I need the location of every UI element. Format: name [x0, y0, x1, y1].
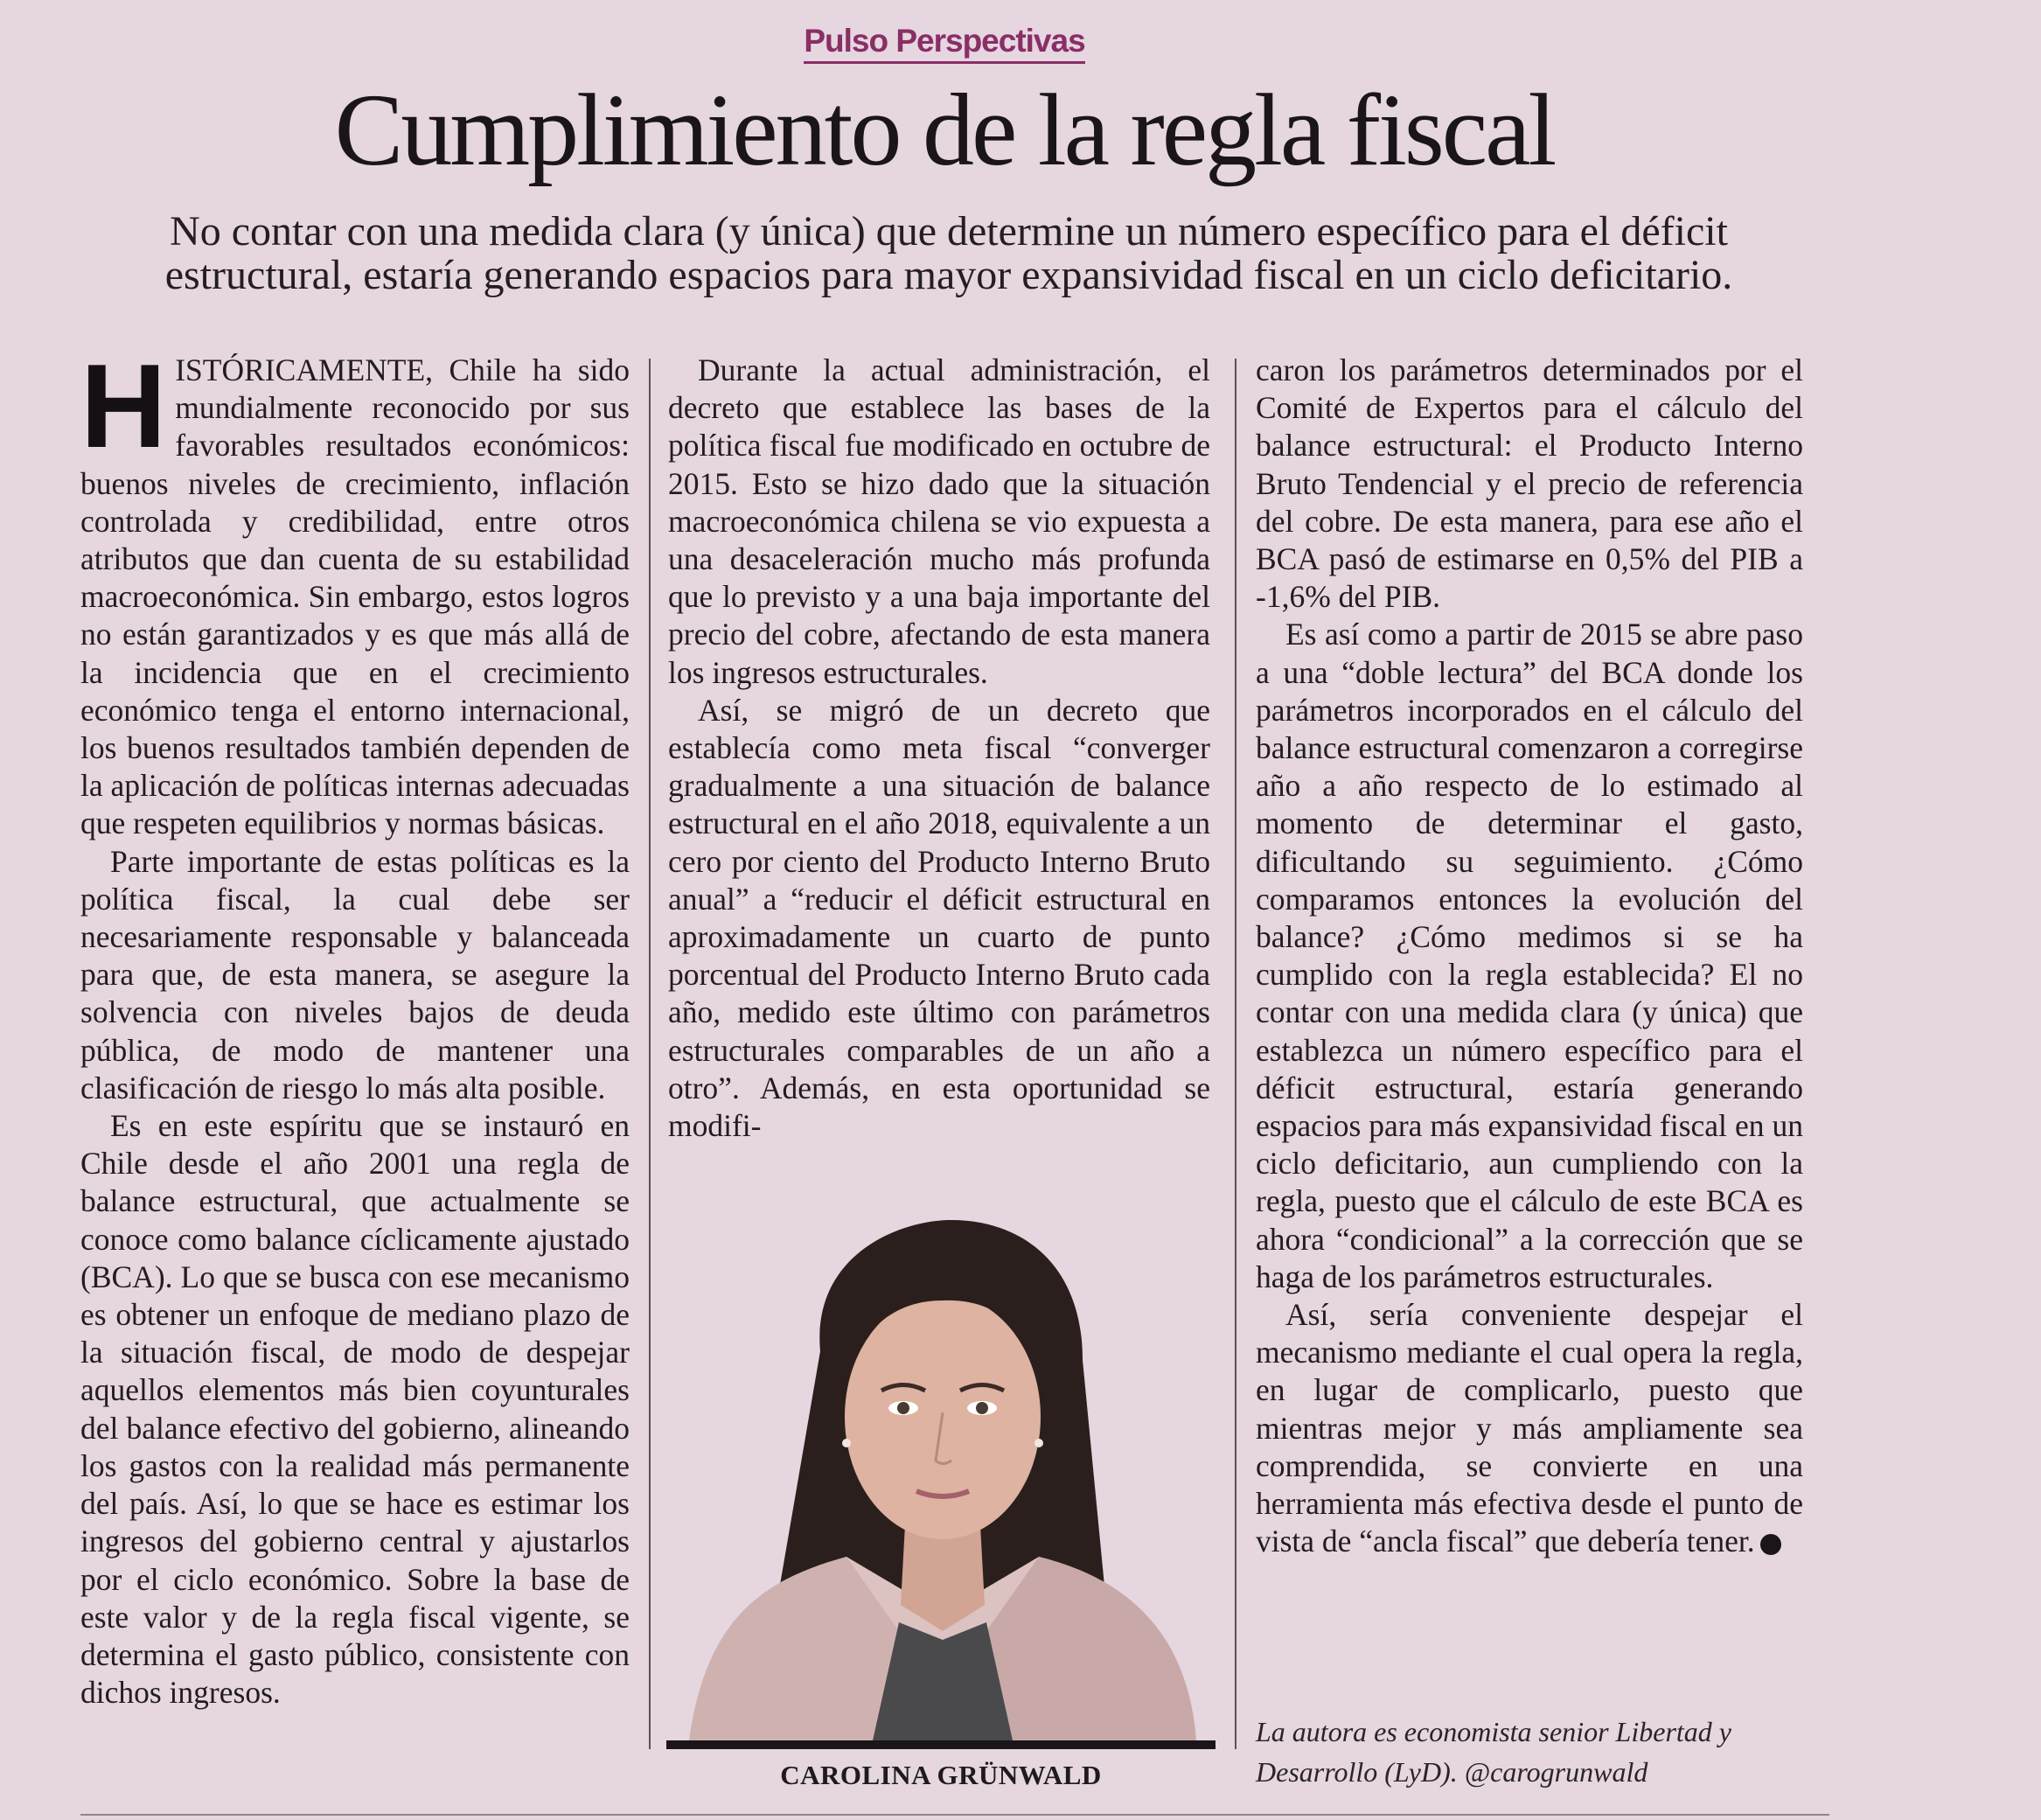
- end-mark-icon: P: [1760, 1534, 1781, 1555]
- col3-paragraph-3: [1256, 1296, 1803, 1560]
- col1-paragraph-3: Es en este espíritu que se instauró en Chile desde el año 2001 una regla de balance estructural, que actualmente se conoce como balance cíclicamente ajustado (BCA). Lo que se busca con ese mecanismo es obtener un enfoque de mediano plazo de la situación fiscal, de modo de despejar aquellos elementos más bien coyunturales del balance efectivo del gobierno, alineando los gastos con la realidad más permanente del país. Así, lo que se hace es estimar los ingresos del gobierno central y ajustarlos por el ciclo económico. Sobre la base de este valor y de la regla fiscal vigente, se determina el gasto público, consistente con dichos ingresos.: [80, 1108, 630, 1711]
- photo-caption-bar: [666, 1740, 1216, 1749]
- col2-paragraph-2: Así, se migró de un decreto que establecía como meta fiscal “converger gradualmente a una situación de balance estructural en el año 2018, equivalente a un cero por ciento del Producto Interno Bruto anual” a “reducir el déficit estructural en aproximadamente un cuarto de punto porcentual del Producto Interno Bruto cada año, medido este último con parámetros estructurales comparables de un año a otro”. Además, en esta oportunidad se modifi-: [668, 692, 1210, 1144]
- col3-paragraph-2: Es así como a partir de 2015 se abre paso a una “doble lectura” del BCA donde los parámetros incorporados en el cálculo del balance estructural comenzaron a corregirse año a año respecto de lo estimado al momento de determinar el gasto, dificultando su seguimiento. ¿Cómo comparamos entonces la evolución del balance? ¿Cómo medimos si se ha cumplido con la regla establecida? El no contar con una medida clara (y única) que establezca un número específico para el déficit estructural, estaría generando espacios para más expansividad fiscal en un ciclo deficitario, aun cumpliendo con la regla, puesto que el cálculo de este BCA es ahora “condicional” a la corrección que se haga de los parámetros estructurales.: [1256, 617, 1803, 1294]
- deck: No contar con una medida clara (y única) que determine un número específico para el déficit estructural, estaría generando espacios para mayor expansividad fiscal en un ciclo deficitario.: [164, 208, 1733, 298]
- column-rule-2: [1235, 359, 1236, 1749]
- col3-paragraph-3-text: Así, sería conveniente despejar el mecanismo mediante el cual opera la regla, en lugar de complicarlo, puesto que mientras mejor y más ampliamente sea comprendida, se convierte en una herramienta más efectiva desde el punto de vista de “ancla fiscal” que debería tener.: [1256, 1297, 1803, 1559]
- headline: Cumplimiento de la regla fiscal: [334, 73, 1555, 187]
- lead-in: ISTÓRICAMENTE,: [175, 352, 434, 387]
- drop-cap: H: [80, 339, 167, 472]
- column-rule-1: [649, 359, 651, 1749]
- col1-paragraph-1: [80, 339, 630, 843]
- author-note: La autora es economista senior Libertad y Desarrollo (LyD). @carogrunwald: [1256, 1716, 1731, 1788]
- col3-paragraph-1: caron los parámetros determinados por el Comité de Expertos para el cálculo del balance estructural: el Producto Interno Bruto Tendencial y el precio de referencia del cobre. De esta manera, para ese año el BCA pasó de estimarse en 0,5% del PIB a -1,6% del PIB.: [1256, 352, 1803, 615]
- col1-paragraph-1-text: Chile ha sido mundialmente reconocido por sus favorables resultados económicos: buenos niveles de crecimiento, inflación controlada y credibilidad, entre otros atributos que dan cuenta de su estabilidad macroeconómica. Sin embargo, estos logros no están garantizados y es que más allá de la incidencia que en el crecimiento económico tenga el entorno internacional, los buenos resultados también dependen de la aplicación de políticas internas adecuadas que respeten equilibrios y normas básicas.: [80, 352, 630, 841]
- column-2: [668, 352, 1210, 1145]
- section-tag: [0, 23, 1889, 64]
- column-3: [1256, 352, 1803, 1561]
- bottom-rule: [80, 1814, 1829, 1816]
- col1-paragraph-2: Parte importante de estas políticas es la política fiscal, la cual debe ser necesariamente responsable y balanceada para que, de esta manera, se asegure la solvencia con niveles bajos de deuda pública, de modo de mantener una clasificación de riesgo lo más alta posible.: [80, 843, 630, 1105]
- portrait-illustration: [672, 1220, 1214, 1740]
- column-1: [80, 339, 630, 1712]
- byline: CAROLINA GRÜNWALD: [780, 1760, 1102, 1790]
- col2-paragraph-1: Durante la actual administración, el decreto que establece las bases de la política fiscal fue modificado en octubre de 2015. Esto se hizo dado que la situación macroeconómica chilena se vio expuesta a una desaceleración mucho más profunda que lo previsto y a una baja importante del precio del cobre, afectando de esta manera los ingresos estructurales.: [668, 352, 1210, 690]
- section-label: Pulso Perspectivas: [804, 23, 1084, 64]
- author-photo: [672, 1220, 1214, 1740]
